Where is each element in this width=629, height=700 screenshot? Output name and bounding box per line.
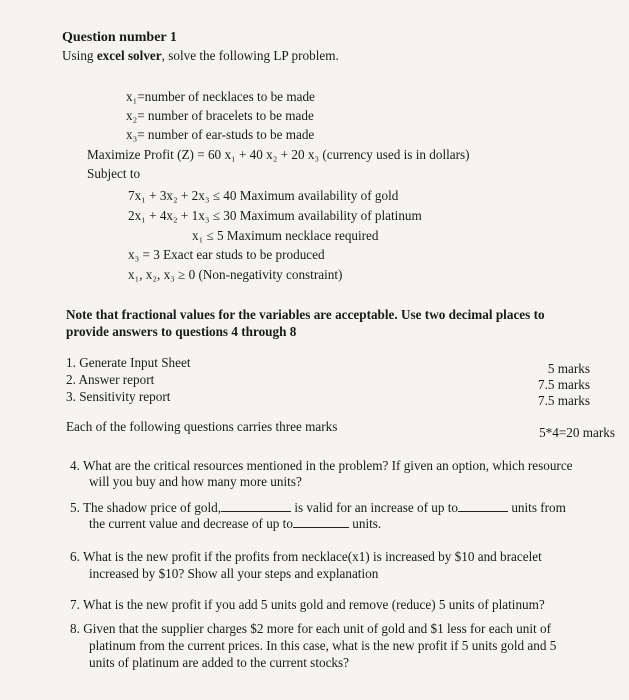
question-5-line-1: [70, 499, 566, 516]
each-question-marks: 5*4=20 marks: [539, 425, 615, 440]
q5-text-d: the current value and decrease of up to: [89, 516, 293, 531]
constraint-platinum: 2x₁ + 4x₂ + 1x₃ ≤ 30 Maximum availability of platinum: [128, 208, 422, 223]
q5-text-a: 5. The shadow price of gold,: [70, 500, 222, 515]
subject-to-label: Subject to: [87, 166, 141, 181]
note-line-2: provide answers to questions 4 through 8: [66, 324, 297, 339]
q5-text-e: units.: [352, 516, 382, 531]
task-1-label: 1. Generate Input Sheet: [66, 355, 191, 370]
question-8-line-1: 8. Given that the supplier charges $2 more for each unit of gold and $1 less for each unit of: [70, 621, 551, 636]
task-3-marks: 7.5 marks: [537, 393, 590, 408]
variable-x1: x₁=number of necklaces to be made: [126, 89, 315, 104]
q5-blank-shadow-price[interactable]: [221, 501, 291, 512]
question-4-line-2: will you buy and how many more units?: [89, 474, 302, 489]
q5-text-b: is valid for an increase of up to: [294, 500, 459, 515]
intro-bold: excel solver: [96, 48, 162, 63]
q5-blank-increase[interactable]: [458, 501, 508, 512]
question-5-line-2: [89, 515, 381, 532]
q5-blank-decrease[interactable]: [293, 517, 349, 528]
question-8-line-3: units of platinum are added to the current stocks?: [89, 655, 350, 670]
question-7: 7. What is the new profit if you add 5 units gold and remove (reduce) 5 units of platinum?: [70, 597, 545, 612]
question-4-line-1: 4. What are the critical resources mentioned in the problem? If given an option, which resource: [70, 458, 573, 473]
task-1-marks: 5 marks: [547, 361, 590, 376]
constraint-nonnegativity: x₁, x₂, x₃ ≥ 0 (Non-negativity constraint): [128, 267, 343, 282]
variable-x2: x₂= number of bracelets to be made: [126, 108, 314, 123]
task-2-marks: 7.5 marks: [537, 377, 590, 392]
constraint-ear-studs: x₃ = 3 Exact ear studs to be produced: [128, 247, 325, 262]
task-3-label: 3. Sensitivity report: [66, 389, 171, 404]
note-line-1: Note that fractional values for the variables are acceptable. Use two decimal places to: [66, 307, 545, 322]
q5-text-c: units from: [511, 500, 566, 515]
question-8-line-2: platinum from the current prices. In this case, what is the new profit if 5 units gold and 5: [89, 638, 557, 653]
question-heading: Question number 1: [62, 30, 177, 45]
intro-pre: Using: [62, 48, 97, 63]
objective-function: Maximize Profit (Z) = 60 x₁ + 40 x₂ + 20 x₃ (currency used is in dollars): [87, 147, 470, 162]
each-question-note: Each of the following questions carries three marks: [66, 419, 338, 434]
intro-text: [62, 47, 339, 64]
question-6-line-1: 6. What is the new profit if the profits from necklace(x1) is increased by $10 and bracelet: [70, 549, 542, 564]
question-6-line-2: increased by $10? Show all your steps and explanation: [89, 566, 379, 581]
constraint-gold: 7x₁ + 3x₂ + 2x₃ ≤ 40 Maximum availability of gold: [128, 188, 399, 203]
intro-post: , solve the following LP problem.: [161, 48, 339, 63]
task-2-label: 2. Answer report: [66, 372, 155, 387]
constraint-necklace: x₁ ≤ 5 Maximum necklace required: [192, 228, 379, 243]
variable-x3: x₃= number of ear-studs to be made: [126, 127, 315, 142]
